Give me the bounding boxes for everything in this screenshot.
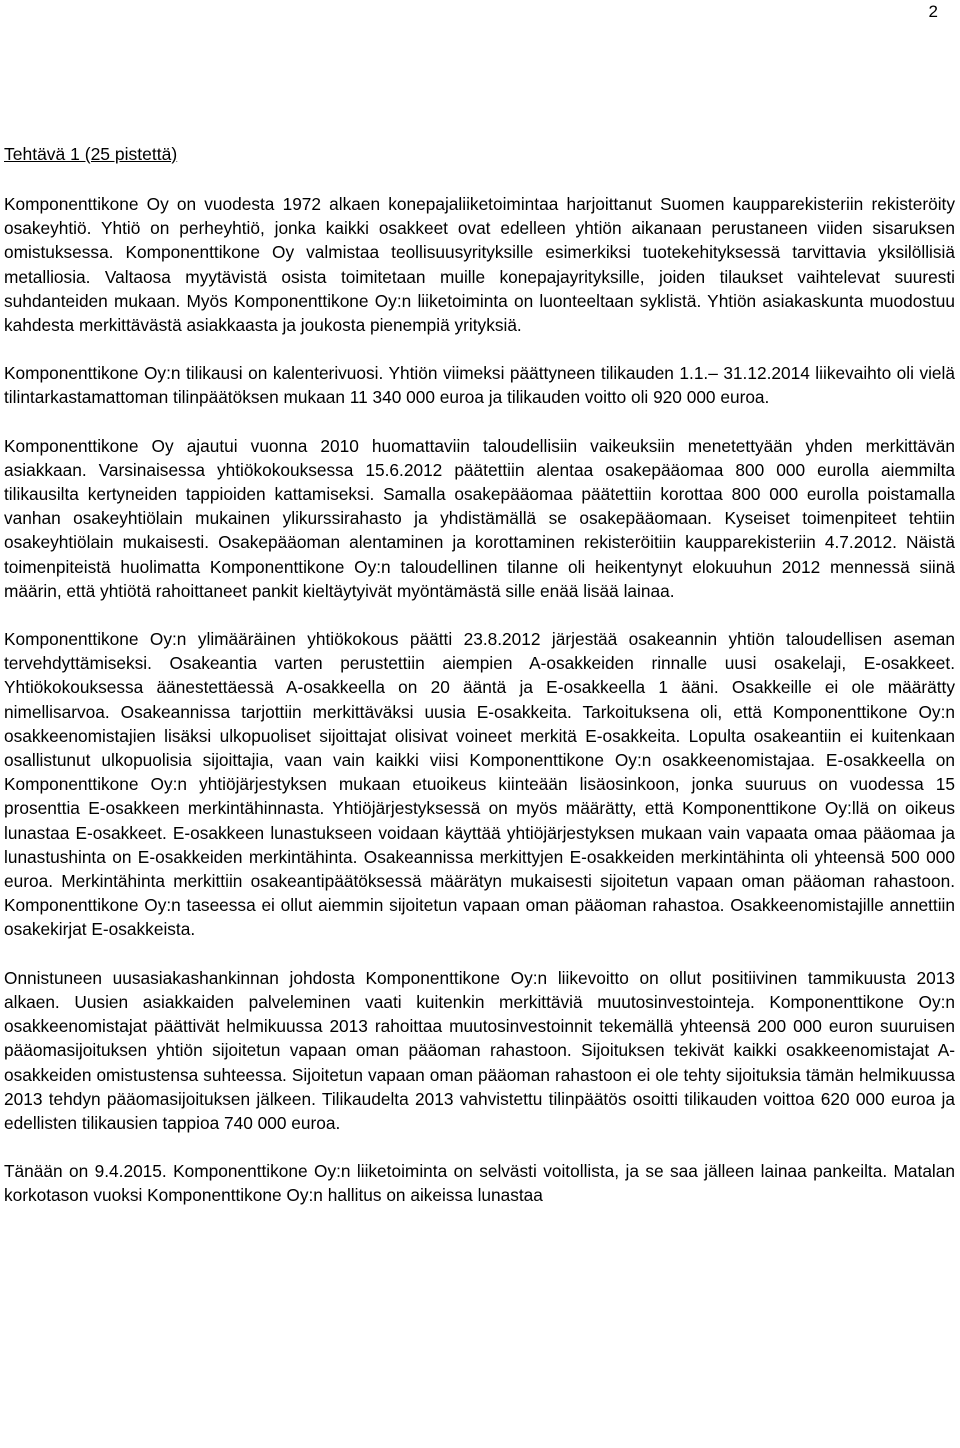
paragraph-fiscal-year: Komponenttikone Oy:n tilikausi on kalenterivuosi. Yhtiön viimeksi päättyneen tilikauden 1.1.– 31.12.2014 liikevaihto oli vielä tilintarkastamattoman tilinpäätöksen mukaan 11 340 000 euroa ja tilikauden voitto oli 920 000 euroa. <box>4 363 955 408</box>
paragraph-capital-investment: Onnistuneen uusasiakashankinnan johdosta Komponenttikone Oy:n liikevoitto on ollut positiivinen tammikuusta 2013 alkaen. Uusien asiakkaiden palveleminen vaati kuitenkin merkittäviä muutosinvestointeja. Komponenttikone Oy:n osakkeenomistajat päättivät helmikuussa 2013 rahoittaa muutosinvestoinnit tekemällä yhteensä 200 000 euron suuruisen pääomasijoituksen yhtiön sijoitetun vapaan oman pääoman rahastoon. Sijoituksen tekivät kaikki osakkeenomistajat A-osakkeiden omistustensa suhteessa. Sijoitetun vapaan oman pääoman rahastoon ei ole tehty sijoituksia tämän helmikuussa 2013 tehdyn pääomasijoituksen jälkeen. Tilikaudelta 2013 vahvistettu tilinpäätös osoitti tilikauden voittoa 620 000 euroa ja edellisten tilikausien tappioa 740 000 euroa. <box>4 967 955 1133</box>
paragraph-share-issue: Komponenttikone Oy:n ylimääräinen yhtiökokous päätti 23.8.2012 järjestää osakeannin yhtiön taloudellisen aseman tervehdyttämiseksi. Osakeantia varten perustettiin aiempien A-osakkeiden rinnalle uusi osakelaji, E-osakkeet. Yhtiökokouksessa äänestettäessä A-osakkeella on 20 ääntä ja E-osakkeella 1 ääni. Osakkeille ei ole määrätty nimellisarvoa. Osakeannissa tarjottiin merkittäväksi uusia E-osakkeita. Tarkoituksena oli, että Komponenttikone Oy:n osakkeenomistajien lisäksi ulkopuoliset sijoittajat olisivat voineet merkitä E-osakkeita. Lopulta osakeantiin ei kuitenkaan osallistunut ulkopuolisia sijoittajia, vaan vain kaikki viisi Komponenttikone Oy:n osakkeenomistajaa. E-osakkeella on Komponenttikone Oy:n yhtiöjärjestyksen mukaan etuoikeus kiinteään lisäosinkoon, jonka suuruus on vuodessa 15 prosenttia E-osakkeen merkintähinnasta. Yhtiöjärjestyksessä on myös määrätty, että Komponenttikone Oy:llä on oikeus lunastaa E-osakkeet. E-osakkeen lunastukseen voidaan käyttää yhtiöjärjestyksen mukaan vain vapaata omaa pääomaa ja lunastushinta on E-osakkeiden merkintähinta. Osakeannissa merkittyjen E-osakkeiden merkintähinta oli yhteensä 500 000 euroa. Merkintähinta merkittiin osakeantipäätöksessä määrätyn mukaisesti sijoitetun vapaan oman pääoman rahastoon. Komponenttikone Oy:n taseessa ei ollut aiemmin sijoitetun vapaan oman pääoman rahastoa. Osakkeenomistajille annettiin osakekirjat E-osakkeista. <box>4 629 955 940</box>
paragraph-company-intro: Komponenttikone Oy on vuodesta 1972 alkaen konepajaliiketoimintaa harjoittanut Suomen kaupparekisteriin rekisteröity osakeyhtiö. Yhtiö on perheyhtiö, jonka kaikki osakkeet ovat edelleen yhtiön aikanaan perustaneen viiden sisaruksen omistuksessa. Komponenttikone Oy valmistaa teollisuusyrityksille esimerkiksi tuotekehityksessä tarvittavia yksilöllisiä metalliosia. Valtaosa myytävistä osista toimitetaan muille konepajayrityksille, joiden tilaukset vaihtelevat suuresti suhdanteiden mukaan. Myös Komponenttikone Oy:n liiketoiminta on luonteeltaan syklistä. Yhtiön asiakaskunta muodostuu kahdesta merkittävästä asiakkaasta ja joukosta pienempiä yrityksiä. <box>4 194 955 336</box>
paragraph-financial-difficulties: Komponenttikone Oy ajautui vuonna 2010 huomattaviin taloudellisiin vaikeuksiin menetettyään yhden merkittävän asiakkaan. Varsinaisessa yhtiökokouksessa 15.6.2012 päätettiin alentaa osakepääomaa 800 000 eurolla aiemmilta tilikausilta kertyneiden tappioiden kattamiseksi. Samalla osakepääomaa päätettiin korottaa 800 000 eurolla poistamalla vanhan osakeyhtiölain mukainen ylikurssirahasto ja yhdistämällä se osakepääomaan. Kyseiset toimenpiteet tehtiin osakeyhtiölain mukaisesti. Osakepääoman alentaminen ja korottaminen rekisteröitiin kaupparekisteriin 4.7.2012. Näistä toimenpiteistä huolimatta Komponenttikone Oy:n taloudellinen tilanne oli heikentynyt elokuuhun 2012 mennessä siinä määrin, että yhtiötä rahoittaneet pankit kieltäytyivät myöntämästä sille enää lisää lainaa. <box>4 435 955 601</box>
task-heading: Tehtävä 1 (25 pistettä) <box>4 144 178 164</box>
document-body <box>4 142 955 1208</box>
paragraph-current-situation: Tänään on 9.4.2015. Komponenttikone Oy:n liiketoiminta on selvästi voitollista, ja se saa jälleen lainaa pankeilta. Matalan korkotason vuoksi Komponenttikone Oy:n hallitus on aikeissa lunastaa <box>4 1161 955 1206</box>
page-number: 2 <box>928 2 938 21</box>
